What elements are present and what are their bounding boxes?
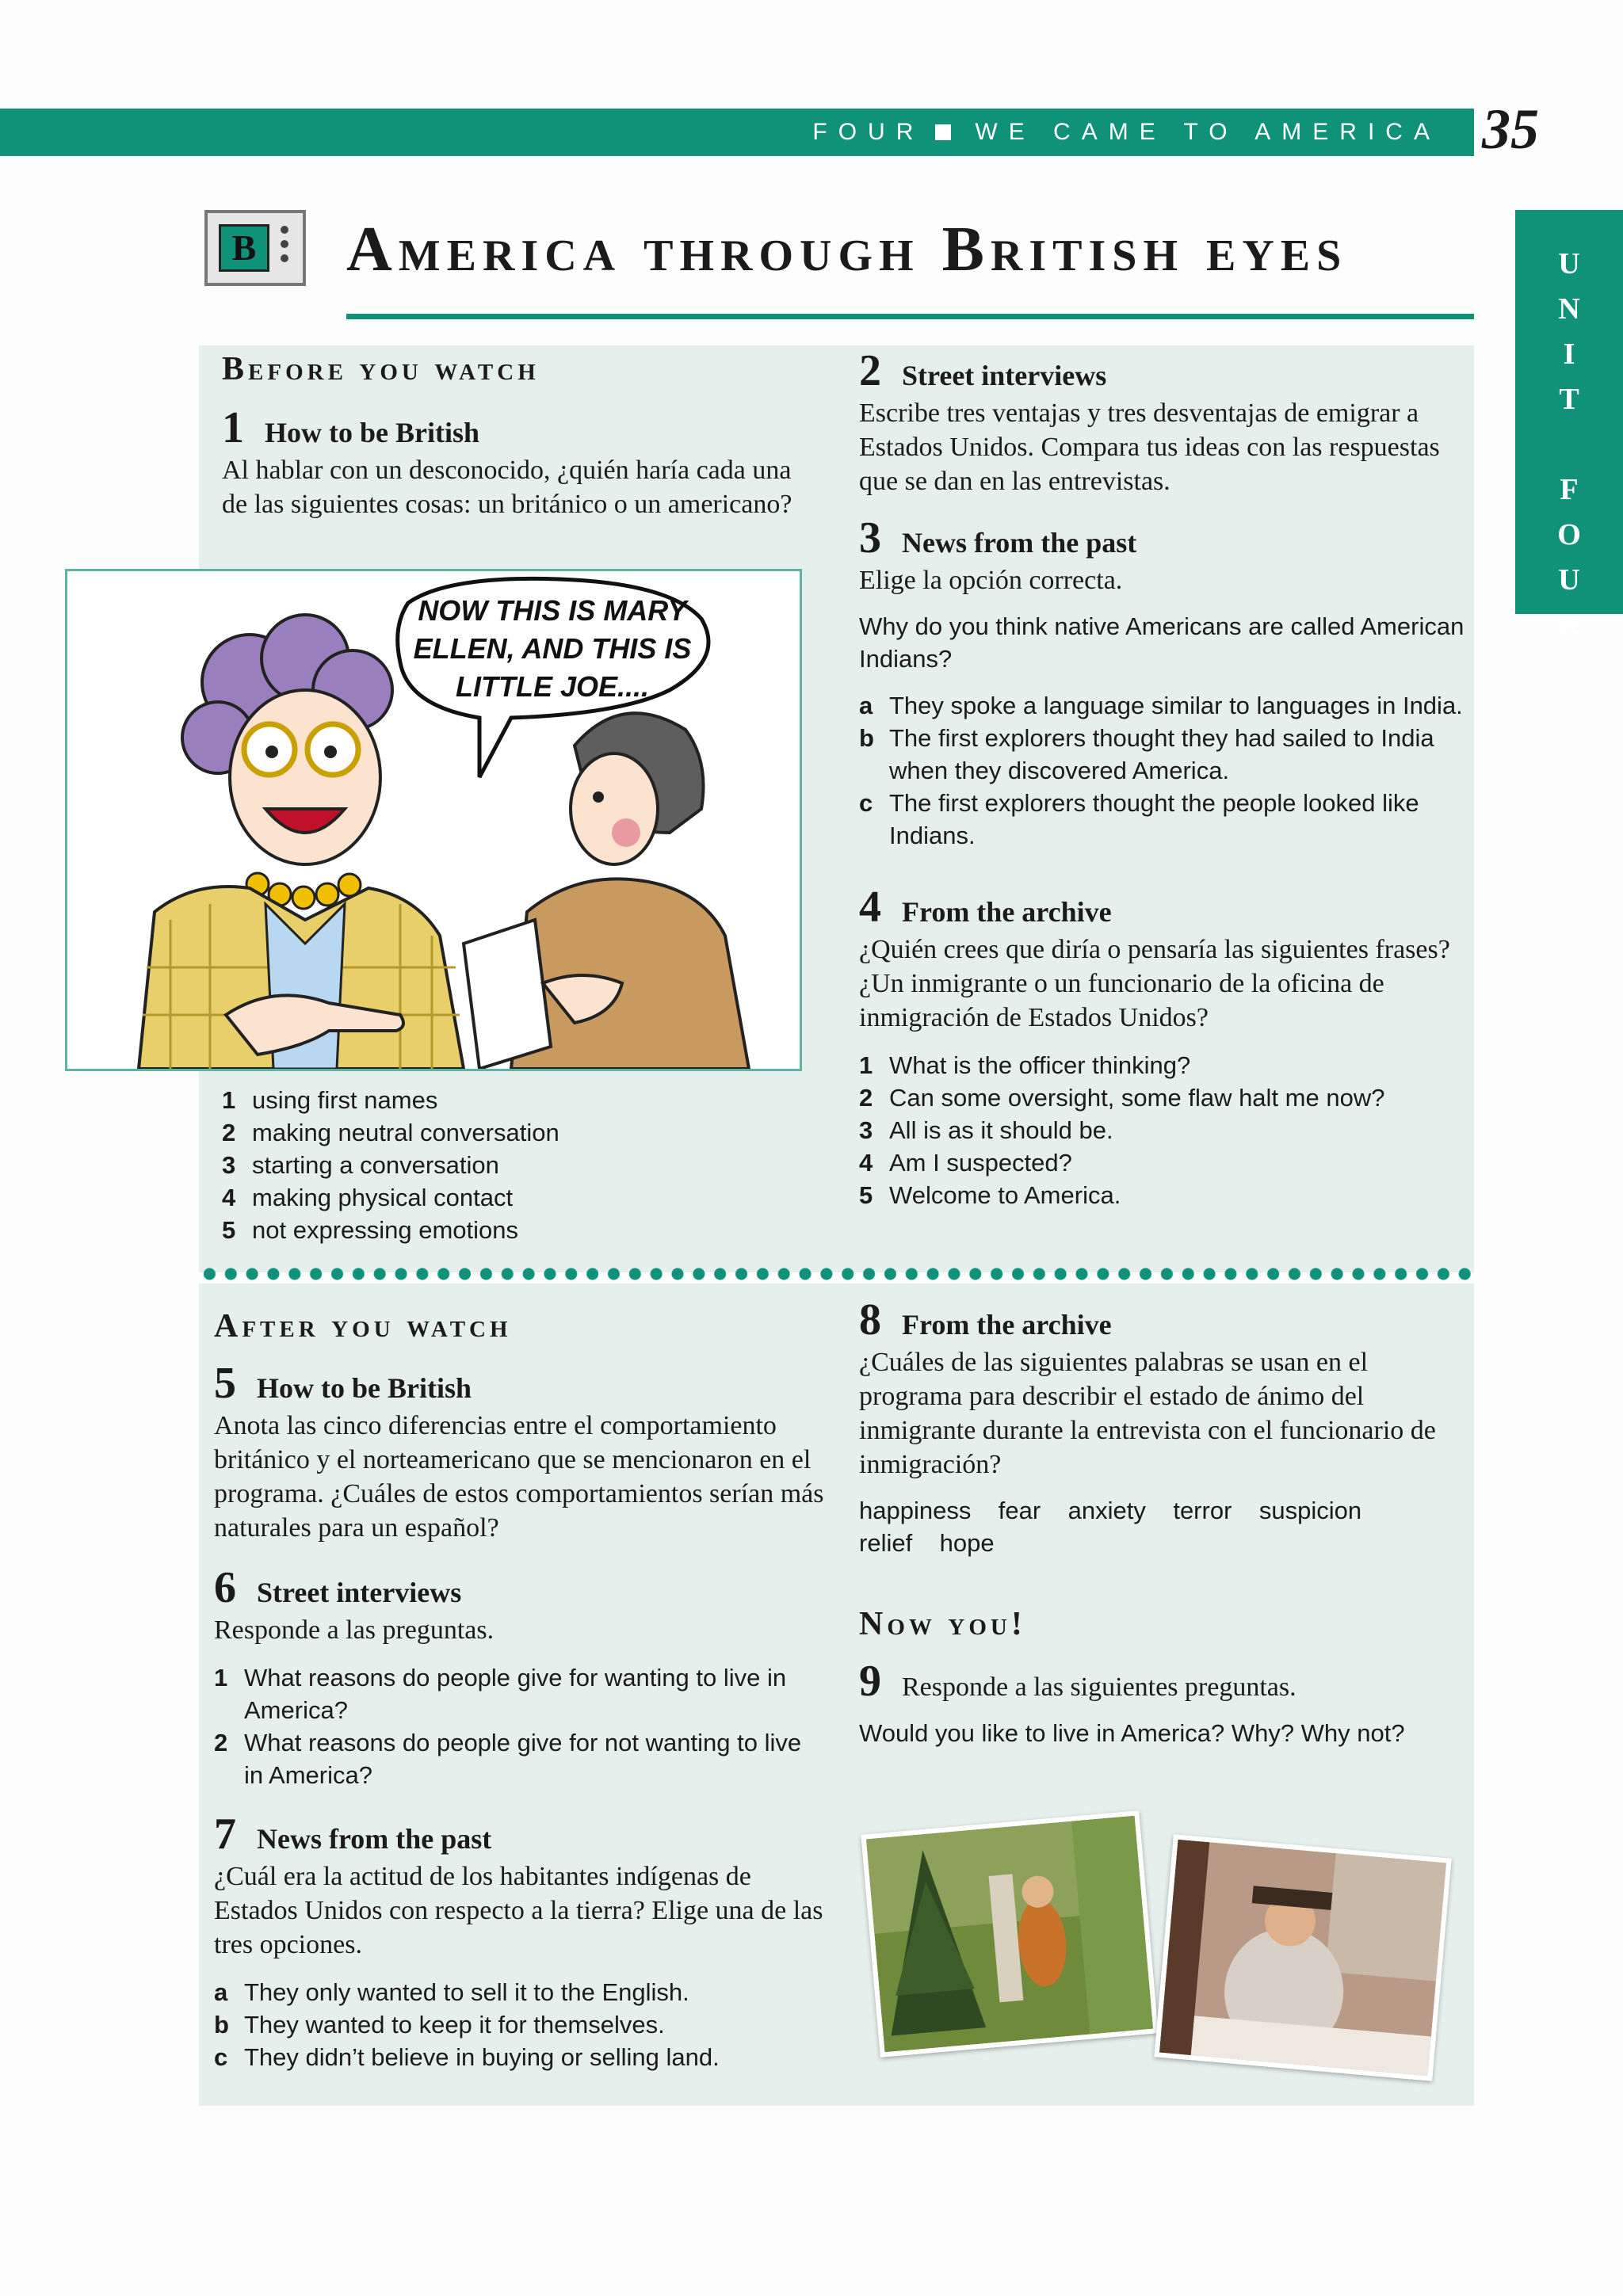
exercise-1 <box>222 403 816 521</box>
after-heading: After you watch <box>214 1308 512 1344</box>
exercise-title: Street interviews <box>902 360 1107 391</box>
word-list-line-1: happiness fear anxiety terror suspicion <box>859 1497 1362 1524</box>
item-key: 1 <box>859 1051 873 1079</box>
list-item <box>222 1181 808 1214</box>
before-right-column <box>859 346 1469 1211</box>
item-text: using first names <box>252 1086 438 1114</box>
item-text: The first explorers thought they had sailed to India when they discovered America. <box>889 724 1434 784</box>
item-key: 2 <box>214 1729 228 1756</box>
exercise-title: From the archive <box>902 896 1112 928</box>
header-band <box>0 109 1474 156</box>
exercise-number: 7 <box>214 1810 236 1859</box>
exercise-7 <box>214 1812 824 2073</box>
item-text: Am I suspected? <box>889 1149 1072 1177</box>
exercise-2 <box>859 346 1469 498</box>
exercise-3-options <box>859 689 1469 852</box>
exercise-number: 5 <box>214 1359 236 1408</box>
tv-dots-icon <box>281 226 292 269</box>
section-letter: B <box>219 224 269 272</box>
item-key: 5 <box>859 1181 873 1209</box>
option-item <box>859 689 1469 722</box>
option-item <box>859 722 1469 787</box>
side-tab-label: U N I T F O U R <box>1557 247 1581 642</box>
option-item <box>214 2041 824 2073</box>
now-you-heading: Now you! <box>859 1606 1026 1642</box>
exercise-instruction: Responde a las preguntas. <box>214 1615 495 1645</box>
dotted-divider <box>199 1268 1476 1280</box>
cartoon-illustration <box>65 569 802 1071</box>
list-item <box>222 1214 808 1246</box>
before-left-column <box>222 350 816 521</box>
list-item <box>222 1149 808 1181</box>
photo-explorer-forest <box>861 1810 1158 2058</box>
item-key: 4 <box>222 1184 236 1211</box>
item-text: starting a conversation <box>252 1151 499 1179</box>
title-rule <box>346 314 1474 319</box>
exercise-number: 4 <box>859 883 881 932</box>
item-text: They spoke a language similar to languages in India. <box>889 692 1463 719</box>
exercise-6-items <box>214 1661 824 1791</box>
item-text: What reasons do people give for not wanting to live in America? <box>244 1729 802 1789</box>
exercise-instruction: Elige la opción correcta. <box>859 566 1123 595</box>
item-text: The first explorers thought the people looked like Indians. <box>889 789 1419 849</box>
item-key: b <box>214 2011 229 2039</box>
exercise-title: From the archive <box>902 1309 1112 1341</box>
option-item <box>214 2008 824 2041</box>
square-separator-icon <box>935 124 951 140</box>
option-item <box>214 1976 824 2008</box>
exercise-instruction: ¿Cuál era la actitud de los habitantes indígenas de Estados Unidos con respecto a la tierra? Elige una de las tres opciones. <box>214 1862 823 1959</box>
item-key: c <box>859 789 873 817</box>
exercise-7-options <box>214 1976 824 2073</box>
exercise-1-list <box>222 1084 808 1246</box>
list-item <box>859 1114 1469 1146</box>
page-number: 35 <box>1482 97 1539 161</box>
exercise-4 <box>859 885 1469 1211</box>
exercise-title: How to be British <box>257 1372 472 1404</box>
side-tab <box>1515 210 1623 642</box>
unit-title: WE CAME TO AMERICA <box>975 119 1441 145</box>
item-key: b <box>859 724 874 752</box>
item-text: Can some oversight, some flaw halt me now? <box>889 1084 1385 1112</box>
item-text: They only wanted to sell it to the English. <box>244 1978 689 2006</box>
running-head <box>812 109 1474 156</box>
item-text: They wanted to keep it for themselves. <box>244 2011 665 2039</box>
list-item <box>859 1146 1469 1179</box>
item-key: 4 <box>859 1149 873 1177</box>
exercise-title: News from the past <box>902 527 1137 559</box>
exercise-8 <box>859 1295 1469 1559</box>
item-key: 3 <box>859 1116 873 1144</box>
item-key: 2 <box>859 1084 873 1112</box>
list-item <box>214 1661 824 1726</box>
list-item <box>222 1116 808 1149</box>
list-item <box>222 1084 808 1116</box>
exercise-instruction: ¿Cuáles de las siguientes palabras se usan en el programa para describir el estado de ánimo del inmigrante durante la entrevista con el funcionario de inmigración? <box>859 1348 1436 1479</box>
exercise-instruction: Responde a las siguientes preguntas. <box>902 1672 1296 1702</box>
item-text: What reasons do people give for wanting to live in America? <box>244 1664 787 1724</box>
speech-line-1: NOW THIS IS MARY <box>418 594 687 627</box>
item-text: What is the officer thinking? <box>889 1051 1191 1079</box>
exercise-5 <box>214 1361 824 1545</box>
exercise-6 <box>214 1563 824 1791</box>
item-text: making physical contact <box>252 1184 514 1211</box>
item-key: 3 <box>222 1151 236 1179</box>
unit-word: FOUR <box>812 119 925 145</box>
after-right-column <box>859 1295 1469 1749</box>
exercise-question: Would you like to live in America? Why? Why not? <box>859 1719 1405 1747</box>
item-text: They didn’t believe in buying or selling land. <box>244 2043 720 2071</box>
list-item <box>859 1179 1469 1211</box>
exercise-9 <box>859 1659 1469 1749</box>
item-text: not expressing emotions <box>252 1216 519 1244</box>
list-item <box>859 1049 1469 1081</box>
page-title: America through British eyes <box>346 215 1348 284</box>
before-heading: Before you watch <box>222 351 540 387</box>
item-key: 5 <box>222 1216 236 1244</box>
exercise-number: 2 <box>859 346 881 395</box>
list-item <box>214 1726 824 1791</box>
exercise-title: How to be British <box>265 417 480 448</box>
speech-line-3: LITTLE JOE.... <box>455 670 650 703</box>
after-left-column <box>214 1307 824 2073</box>
exercise-instruction: ¿Quién crees que diría o pensaría las siguientes frases? ¿Un inmigrante o un funcionario de la oficina de inmigración de Estados Unidos? <box>859 935 1450 1032</box>
item-key: 1 <box>214 1664 228 1691</box>
section-badge <box>204 210 306 286</box>
item-key: a <box>214 1978 228 2006</box>
item-key: 1 <box>222 1086 236 1114</box>
exercise-number: 1 <box>222 403 244 452</box>
item-key: a <box>859 692 873 719</box>
exercise-title: Street interviews <box>257 1577 462 1608</box>
item-key: c <box>214 2043 228 2071</box>
word-list-line-2: relief hope <box>859 1529 995 1557</box>
exercise-instruction: Escribe tres ventajas y tres desventajas de emigrar a Estados Unidos. Compara tus ideas con las respuestas que se dan en las entrevistas. <box>859 399 1440 496</box>
item-text: Welcome to America. <box>889 1181 1121 1209</box>
exercise-number: 3 <box>859 513 881 563</box>
exercise-question: Why do you think native Americans are called American Indians? <box>859 612 1465 673</box>
exercise-3 <box>859 513 1469 852</box>
item-key: 2 <box>222 1119 236 1146</box>
list-item <box>859 1081 1469 1114</box>
item-text: making neutral conversation <box>252 1119 559 1146</box>
exercise-title: News from the past <box>257 1823 492 1855</box>
item-text: All is as it should be. <box>889 1116 1113 1144</box>
exercise-instruction: Anota las cinco diferencias entre el comportamiento británico y el norteamericano que se mencionaron en el programa. ¿Cuáles de estos comportamientos serían más naturales para un español? <box>214 1411 824 1543</box>
exercise-number: 6 <box>214 1563 236 1612</box>
exercise-instruction: Al hablar con un desconocido, ¿quién haría cada una de las siguientes cosas: un británico o un americano? <box>222 456 792 519</box>
option-item <box>859 787 1469 852</box>
exercise-number: 8 <box>859 1295 881 1344</box>
exercise-4-items <box>859 1049 1469 1211</box>
speech-line-2: ELLEN, AND THIS IS <box>413 632 692 665</box>
exercise-number: 9 <box>859 1657 881 1706</box>
photo-immigration-officer <box>1154 1834 1451 2081</box>
